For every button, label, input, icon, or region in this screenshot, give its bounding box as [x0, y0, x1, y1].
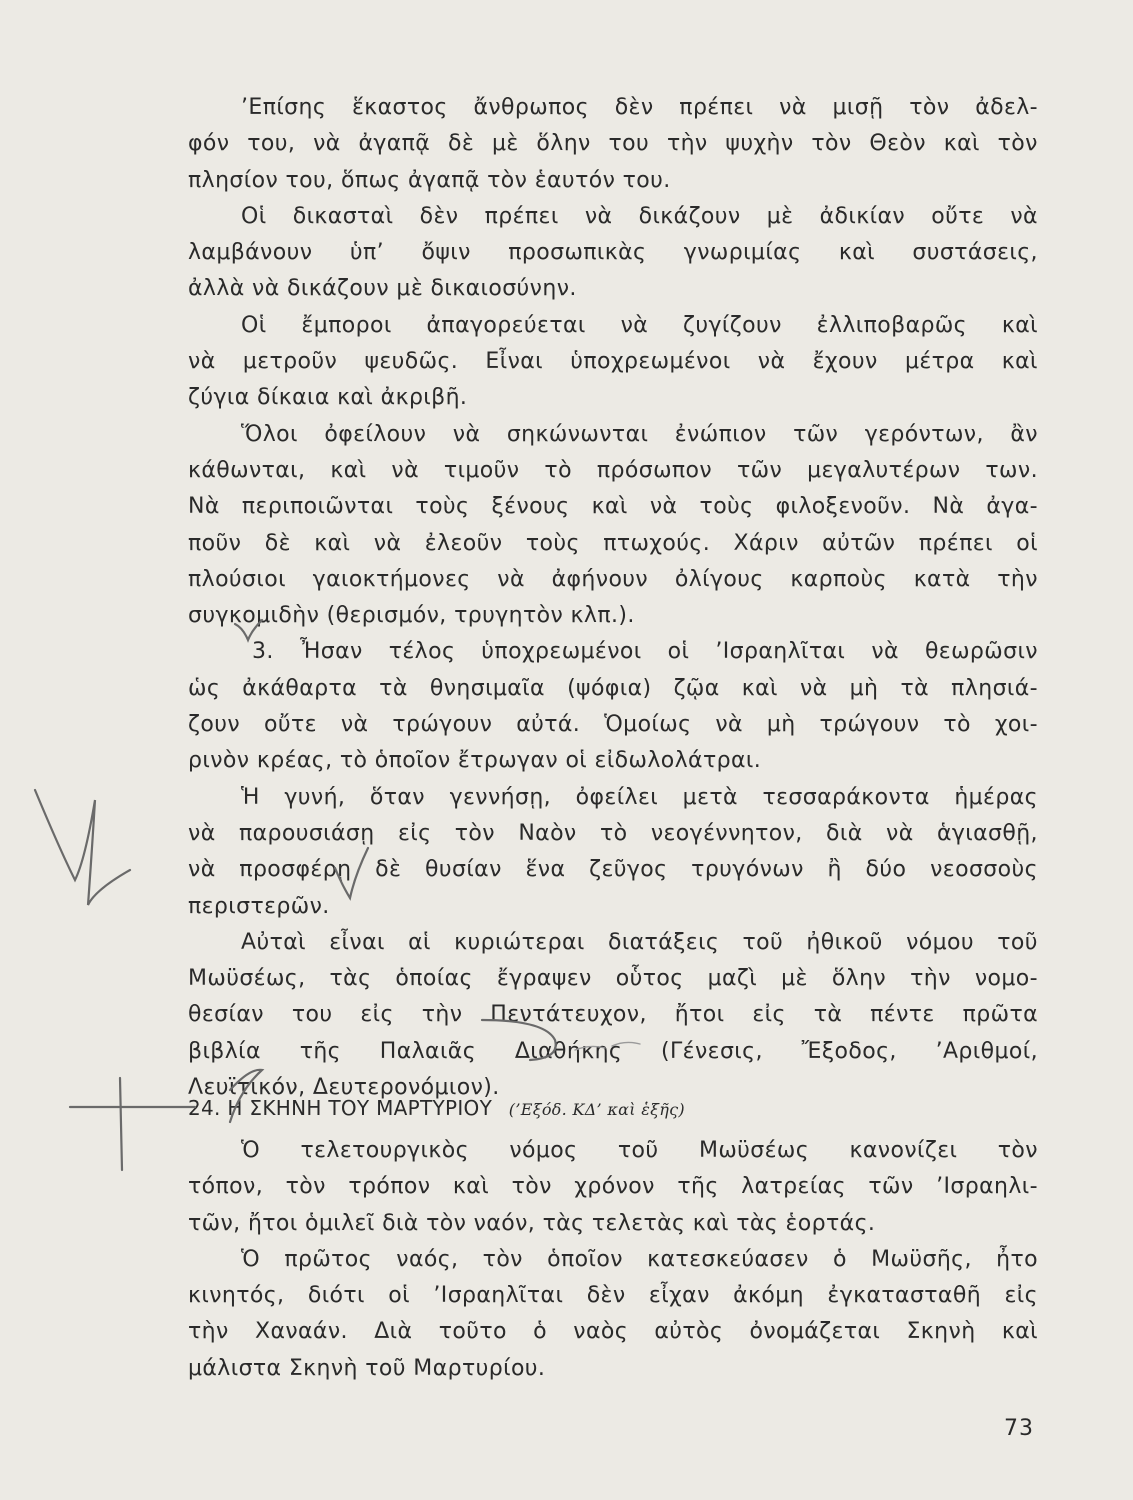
text-line: τὴν Χαναάν. Διὰ τοῦτο ὁ ναὸς αὐτὸς ὀνομάζεται Σκηνὴ καὶ [188, 1319, 1038, 1345]
text-line: ποῦν δὲ καὶ νὰ ἐλεοῦν τοὺς πτωχούς. Χάριν αὐτῶν πρέπει οἱ [188, 530, 1038, 556]
text-line: βιβλία τῆς Παλαιᾶς Διαθήκης (Γένεσις, Ἔξοδος, ’Αριθμοί, [188, 1038, 1038, 1064]
text-line: τόπον, τὸν τρόπον καὶ τὸν χρόνον τῆς λατρείας τῶν ’Ισραηλι- [188, 1174, 1038, 1200]
text-line: μάλιστα Σκηνὴ τοῦ Μαρτυρίου. [188, 1355, 546, 1381]
text-line: Μωϋσέως, τὰς ὁποίας ἔγραψεν οὗτος μαζὶ μὲ ὅλην τὴν νομο- [188, 966, 1038, 992]
text-line: Λευϊτικόν, Δευτερονόμιον). [188, 1075, 500, 1101]
section-number: 24. [188, 1096, 221, 1120]
section-text [188, 1133, 1038, 1387]
text-line: νὰ μετροῦν ψευδῶς. Εἶναι ὑποχρεωμένοι νὰ ἔχουν μέτρα καὶ [188, 349, 1038, 375]
text-line: συγκομιδὴν (θερισμόν, τρυγητὸν κλπ.). [188, 603, 635, 629]
text-line: φόν του, νὰ ἀγαπᾷ δὲ μὲ ὅλην του τὴν ψυχὴν τὸν Θεὸν καὶ τὸν [188, 131, 1038, 157]
text-line: νὰ προσφέρῃ δὲ θυσίαν ἕνα ζεῦγος τρυγόνων ἢ δύο νεοσσοὺς [188, 857, 1038, 883]
text-line: ἀλλὰ νὰ δικάζουν μὲ δικαιοσύνην. [188, 276, 577, 302]
pencil-checkmark-large [35, 790, 130, 905]
text-line: ζουν οὔτε νὰ τρώγουν αὐτά. Ὁμοίως νὰ μὴ τρώγουν τὸ χοι- [188, 712, 1038, 738]
text-line: ρινὸν κρέας, τὸ ὁποῖον ἔτρωγαν οἱ εἰδωλολάτραι. [188, 748, 762, 774]
pencil-cross-vertical [120, 1078, 122, 1170]
text-line: κάθωνται, καὶ νὰ τιμοῦν τὸ πρόσωπον τῶν μεγαλυτέρων των. [188, 457, 1038, 483]
text-line: πλούσιοι γαιοκτήμονες νὰ ἀφήνουν ὀλίγους καρποὺς κατὰ τὴν [188, 566, 1038, 592]
text-line: Ὁ πρῶτος ναός, τὸν ὁποῖον κατεσκεύασεν ὁ Μωϋσῆς, ἦτο [241, 1246, 1038, 1272]
text-line: τῶν, ἤτοι ὁμιλεῖ διὰ τὸν ναόν, τὰς τελετὰς καὶ τὰς ἑορτάς. [188, 1210, 876, 1236]
section-title: Η ΣΚΗΝΗ ΤΟΥ ΜΑΡΤΥΡΙΟΥ [227, 1096, 493, 1120]
section-heading [188, 1090, 1038, 1128]
text-line: κινητός, διότι οἱ ’Ισραηλῖται δὲν εἶχαν ἀκόμη ἐγκατασταθῆ εἰς [188, 1283, 1038, 1309]
text-line: Ὅλοι ὀφείλουν νὰ σηκώνωνται ἐνώπιον τῶν γερόντων, ἂν [241, 421, 1038, 447]
text-line: Οἱ ἔμποροι ἀπαγορεύεται νὰ ζυγίζουν ἐλλιποβαρῶς καὶ [241, 312, 1038, 338]
text-line: περιστερῶν. [188, 893, 330, 919]
text-line: Οἱ δικασταὶ δὲν πρέπει νὰ δικάζουν μὲ ἀδικίαν οὔτε νὰ [241, 203, 1038, 229]
text-line: Αὐταὶ εἶναι αἱ κυριώτεραι διατάξεις τοῦ ἠθικοῦ νόμου τοῦ [241, 929, 1038, 955]
text-line: θεσίαν του εἰς τὴν Πεντάτευχον, ἤτοι εἰς τὰ πέντε πρῶτα [188, 1002, 1038, 1028]
text-line: λαμβάνουν ὑπ’ ὄψιν προσωπικὰς γνωριμίας καὶ συστάσεις, [188, 240, 1038, 266]
text-line: ὡς ἀκάθαρτα τὰ θνησιμαῖα (ψόφια) ζῷα καὶ νὰ μὴ τὰ πλησιά- [188, 675, 1038, 701]
text-line: Ὁ τελετουργικὸς νόμος τοῦ Μωϋσέως κανονίζει τὸν [241, 1138, 1038, 1163]
text-line: πλησίον του, ὅπως ἀγαπᾷ τὸν ἑαυτόν του. [188, 167, 671, 193]
section-reference: (’Εξόδ. ΚΔ’ καὶ ἑξῆς) [508, 1100, 685, 1119]
page-number: 73 [1004, 1416, 1034, 1441]
text-line: Ἡ γυνή, ὅταν γεννήσῃ, ὀφείλει μετὰ τεσσαράκοντα ἡμέρας [241, 784, 1038, 810]
text-line: Νὰ περιποιῶνται τοὺς ξένους καὶ νὰ τοὺς φιλοξενοῦν. Νὰ ἀγα- [188, 494, 1038, 520]
text-line: νὰ παρουσιάσῃ εἰς τὸν Ναὸν τὸ νεογέννητον, διὰ νὰ ἁγιασθῇ, [188, 820, 1038, 846]
text-line: ζύγια δίκαια καὶ ἀκριβῆ. [188, 385, 468, 411]
text-line: ’Επίσης ἕκαστος ἄνθρωπος δὲν πρέπει νὰ μισῇ τὸν ἀδελ- [241, 95, 1038, 120]
main-text [188, 90, 1038, 1106]
text-line: 3. Ἦσαν τέλος ὑποχρεωμένοι οἱ ’Ισραηλῖται νὰ θεωρῶσιν [252, 639, 1038, 665]
